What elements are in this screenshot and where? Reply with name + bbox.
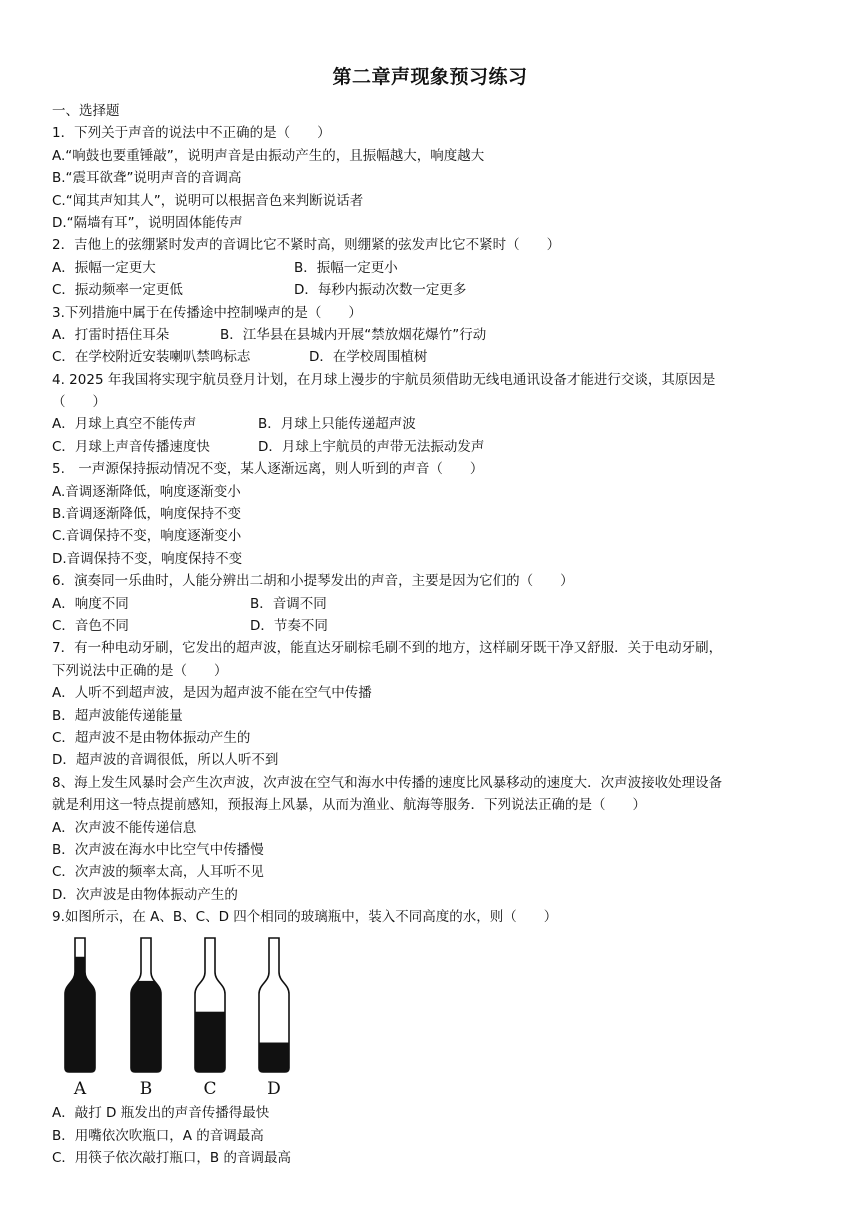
question-3-option-a: A．打雷时捂住耳朵 bbox=[52, 326, 170, 343]
question-5-stem: 5. 一声源保持振动情况不变，某人逐渐远离，则人听到的声音（ ） bbox=[52, 461, 484, 478]
water-level-d bbox=[257, 1043, 291, 1074]
page-title: 第二章声现象预习练习 bbox=[332, 66, 528, 88]
bottle-label: B bbox=[139, 1079, 153, 1100]
question-4-option-c: C．月球上声音传播速度快 bbox=[52, 438, 210, 455]
question-6-option-d: D．节奏不同 bbox=[250, 617, 328, 634]
question-7-option-d: D．超声波的音调很低，所以人听不到 bbox=[52, 752, 279, 769]
question-9-option-c: C．用筷子依次敲打瓶口，B 的音调最高 bbox=[52, 1150, 291, 1167]
question-8-stem-line-1: 8、海上发生风暴时会产生次声波，次声波在空气和海水中传播的速度比风暴移动的速度大．次声波接收处理设备 bbox=[52, 774, 723, 791]
water-level-c bbox=[193, 1012, 227, 1074]
question-4-option-b: B．月球上只能传递超声波 bbox=[258, 416, 416, 433]
question-7-option-c: C．超声波不是由物体振动产生的 bbox=[52, 729, 251, 746]
question-2-options-row-2 bbox=[52, 279, 822, 301]
question-8-stem-line-2: 就是利用这一特点提前感知，预报海上风暴，从而为渔业、航海等服务．下列说法正确的是（ ） bbox=[52, 797, 646, 814]
question-7-stem-line-2: 下列说法中正确的是（ ） bbox=[52, 662, 228, 679]
question-9-option-a: A．敲打 D 瓶发出的声音传播得最快 bbox=[52, 1105, 270, 1122]
question-5-option-c: C.音调保持不变，响度逐渐变小 bbox=[52, 528, 242, 545]
question-6-option-a: A．响度不同 bbox=[52, 595, 129, 612]
bottle-label: C bbox=[203, 1079, 217, 1100]
question-1-option-a: A.“响鼓也要重锤敲”，说明声音是由振动产生的，且振幅越大，响度越大 bbox=[52, 147, 485, 164]
question-1-option-d: D.“隔墙有耳”，说明固体能传声 bbox=[52, 214, 243, 231]
question-2-options-row-1 bbox=[52, 257, 822, 279]
bottle-c bbox=[193, 938, 227, 1099]
question-7-option-b: B．超声波能传递能量 bbox=[52, 707, 183, 724]
section-heading: 一、选择题 bbox=[52, 103, 120, 119]
question-5-option-b: B.音调逐渐降低，响度保持不变 bbox=[52, 506, 242, 523]
question-6-option-c: C．音色不同 bbox=[52, 617, 129, 634]
question-3-option-d: D．在学校周围植树 bbox=[309, 349, 428, 366]
question-9-option-b: B．用嘴依次吹瓶口，A 的音调最高 bbox=[52, 1127, 264, 1144]
question-2-option-a: A．振幅一定更大 bbox=[52, 259, 156, 276]
question-8-option-a: A．次声波不能传递信息 bbox=[52, 819, 197, 836]
bottle-d bbox=[257, 938, 291, 1099]
bottles-figure bbox=[58, 932, 318, 1100]
question-2-stem: 2．吉他上的弦绷紧时发声的音调比它不紧时高，则绷紧的弦发声比它不紧时（ ） bbox=[52, 237, 561, 254]
question-9-stem: 9.如图所示，在 A、B、C、D 四个相同的玻璃瓶中，装入不同高度的水，则（ ） bbox=[52, 909, 558, 926]
question-7-option-a: A．人听不到超声波，是因为超声波不能在空气中传播 bbox=[52, 685, 372, 702]
question-7-stem-line-1: 7．有一种电动牙刷，它发出的超声波，能直达牙刷棕毛刷不到的地方，这样刷牙既干净又舒服．关于电动牙刷， bbox=[52, 640, 723, 657]
bottle-b bbox=[129, 938, 163, 1099]
bottles-diagram bbox=[58, 932, 318, 1100]
question-4-option-a: A．月球上真空不能传声 bbox=[52, 416, 197, 433]
question-4-stem-line-1: 4. 2025 年我国将实现宇航员登月计划，在月球上漫步的宇航员须借助无线电通讯设备才能进行交谈，其原因是 bbox=[52, 371, 716, 388]
question-5-option-d: D.音调保持不变，响度保持不变 bbox=[52, 550, 243, 567]
question-6-option-b: B．音调不同 bbox=[250, 595, 327, 612]
question-3-options-row-1 bbox=[52, 324, 822, 346]
question-1-option-b: B.“震耳欲聋”说明声音的音调高 bbox=[52, 170, 242, 187]
question-1-option-c: C.“闻其声知其人”，说明可以根据音色来判断说话者 bbox=[52, 192, 364, 209]
question-2-option-c: C．振动频率一定更低 bbox=[52, 282, 183, 299]
question-6-stem: 6．演奏同一乐曲时，人能分辨出二胡和小提琴发出的声音，主要是因为它们的（ ） bbox=[52, 573, 574, 590]
question-3-options-row-2 bbox=[52, 346, 822, 368]
question-4-stem-line-2: （ ） bbox=[52, 394, 106, 411]
question-3-stem: 3.下列措施中属于在传播途中控制噪声的是（ ） bbox=[52, 304, 362, 321]
question-6-options-row-1 bbox=[52, 593, 822, 615]
question-2-option-b: B．振幅一定更小 bbox=[294, 259, 398, 276]
question-3-option-b: B．江华县在县城内开展“禁放烟花爆竹”行动 bbox=[220, 326, 487, 343]
question-4-option-d: D．月球上宇航员的声带无法振动发声 bbox=[258, 438, 485, 455]
question-1-stem: 1．下列关于声音的说法中不正确的是（ ） bbox=[52, 125, 331, 142]
question-2-option-d: D．每秒内振动次数一定更多 bbox=[294, 282, 467, 299]
question-3-option-c: C．在学校附近安装喇叭禁鸣标志 bbox=[52, 349, 251, 366]
question-8-option-d: D．次声波是由物体振动产生的 bbox=[52, 886, 238, 903]
question-5-option-a: A.音调逐渐降低，响度逐渐变小 bbox=[52, 483, 241, 500]
question-4-options-row-2 bbox=[52, 436, 822, 458]
question-list bbox=[52, 100, 822, 1170]
water-level-a bbox=[63, 957, 97, 1074]
bottle-a bbox=[63, 938, 97, 1099]
bottle-label: D bbox=[267, 1079, 281, 1100]
bottle-label: A bbox=[73, 1079, 87, 1100]
question-6-options-row-2 bbox=[52, 615, 822, 637]
water-level-b bbox=[129, 981, 163, 1074]
question-8-option-b: B．次声波在海水中比空气中传播慢 bbox=[52, 841, 264, 858]
question-8-option-c: C．次声波的频率太高，人耳听不见 bbox=[52, 864, 264, 881]
question-4-options-row-1 bbox=[52, 413, 822, 435]
